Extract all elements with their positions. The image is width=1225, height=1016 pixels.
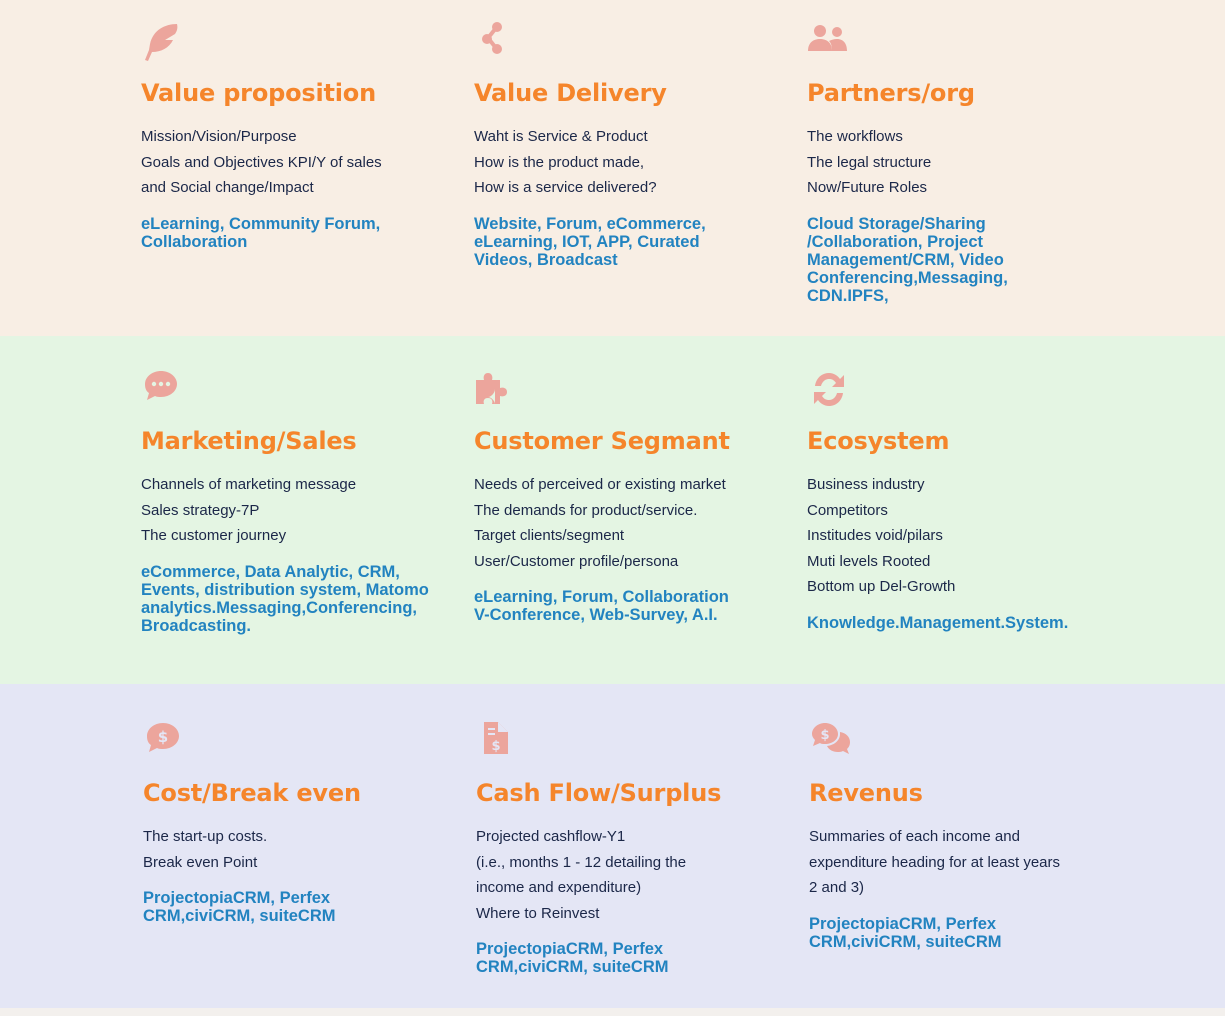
description-line: The legal structure	[807, 153, 932, 171]
description-line: Bottom up Del-Growth	[807, 578, 956, 596]
card-customer-segment	[474, 368, 774, 624]
description-line: and Social change/Impact	[141, 179, 314, 197]
card-tools: Cloud Storage/Sharing /Collaboration, Project Management/CRM, Video Conferencing,Messaging, CDN.IPFS,	[807, 214, 1008, 305]
share-nodes-icon	[474, 20, 518, 64]
description-line: The start-up costs.	[143, 828, 268, 845]
card-title: Cost/Break even	[143, 779, 361, 807]
card-value-proposition	[141, 20, 431, 251]
description-line: Sales strategy-7P	[141, 501, 260, 519]
description-line: Competitors	[807, 501, 888, 519]
description-line: Target clients/segment	[474, 527, 625, 545]
card-partners-org	[807, 20, 1107, 305]
card-title: Marketing/Sales	[141, 427, 357, 455]
card-description	[807, 472, 1107, 600]
card-title: Customer Segmant	[474, 427, 730, 455]
description-line: Institudes void/pilars	[807, 527, 943, 545]
card-title: Revenus	[809, 779, 923, 807]
card-value-delivery	[474, 20, 764, 269]
card-revenus	[809, 720, 1109, 951]
description-line: Summaries of each income and	[809, 828, 1020, 845]
dollar-invoice-icon	[476, 720, 520, 764]
card-title: Value Delivery	[474, 79, 667, 107]
card-tools: Website, Forum, eCommerce, eLearning, IOT, APP, Curated Videos, Broadcast	[474, 214, 706, 269]
description-line: Now/Future Roles	[807, 179, 928, 197]
users-icon	[807, 20, 851, 64]
svg-text:$: $	[491, 739, 501, 754]
description-line: income and expenditure)	[476, 879, 642, 897]
card-title: Value proposition	[141, 79, 376, 107]
card-tools: ProjectopiaCRM, Perfex CRM,civiCRM, suiteCRM	[476, 940, 669, 977]
svg-text:$: $	[157, 728, 169, 746]
section-market	[0, 336, 1225, 684]
card-cost-break-even	[143, 720, 443, 925]
card-ecosystem	[807, 368, 1107, 632]
card-title: Cash Flow/Surplus	[476, 779, 722, 807]
card-title: Ecosystem	[807, 427, 950, 455]
description-line: Break even Point	[143, 853, 258, 871]
description-line: expenditure heading for at least years	[809, 853, 1060, 871]
card-description	[476, 824, 776, 926]
section-finance	[0, 684, 1225, 1008]
dollar-comment-icon	[143, 720, 187, 764]
card-title: Partners/org	[807, 79, 975, 107]
description-line: The customer journey	[141, 527, 287, 545]
description-line: The workflows	[807, 128, 903, 145]
card-tools: Knowledge.Management.System.	[807, 613, 1069, 632]
description-line: How is the product made,	[474, 153, 645, 171]
svg-text:$: $	[820, 728, 830, 743]
card-description	[807, 124, 1107, 201]
description-line: Needs of perceived or existing market	[474, 476, 726, 493]
card-description	[474, 124, 764, 201]
card-tools: ProjectopiaCRM, Perfex CRM,civiCRM, suiteCRM	[143, 889, 336, 926]
feather-icon	[141, 20, 185, 64]
card-description	[809, 824, 1109, 901]
chat-bubble-icon	[141, 368, 185, 412]
puzzle-piece-icon	[474, 368, 518, 412]
description-line: Channels of marketing message	[141, 476, 357, 493]
description-line: Mission/Vision/Purpose	[141, 128, 297, 145]
card-tools: ProjectopiaCRM, Perfex CRM,civiCRM, suiteCRM	[809, 914, 1002, 951]
card-description	[143, 824, 443, 875]
description-line: (i.e., months 1 - 12 detailing the	[476, 853, 687, 871]
description-line: How is a service delivered?	[474, 179, 657, 197]
sync-arrows-icon	[807, 368, 851, 412]
description-line: Projected cashflow-Y1	[476, 828, 626, 845]
description-line: Where to Reinvest	[476, 904, 600, 922]
dollar-comments-icon	[809, 720, 853, 764]
card-marketing-sales	[141, 368, 441, 635]
description-line: Waht is Service & Product	[474, 128, 648, 145]
card-tools: eCommerce, Data Analytic, CRM, Events, distribution system, Matomo analytics.Messaging,Conferencing, Broadcasting.	[141, 562, 429, 635]
description-line: 2 and 3)	[809, 879, 865, 897]
description-line: Muti levels Rooted	[807, 552, 931, 570]
page-bottom-strip	[0, 1008, 1225, 1016]
description-line: Goals and Objectives KPI/Y of sales	[141, 153, 382, 171]
card-cash-flow-surplus	[476, 720, 776, 976]
description-line: The demands for product/service.	[474, 501, 698, 519]
card-tools: eLearning, Community Forum, Collaboration	[141, 214, 381, 251]
card-description	[141, 124, 431, 201]
card-description	[141, 472, 441, 549]
card-tools: eLearning, Forum, Collaboration V-Conference, Web-Survey, A.I.	[474, 588, 729, 625]
description-line: Business industry	[807, 476, 925, 493]
description-line: User/Customer profile/persona	[474, 552, 679, 570]
section-strategy	[0, 0, 1225, 336]
card-description	[474, 472, 774, 574]
